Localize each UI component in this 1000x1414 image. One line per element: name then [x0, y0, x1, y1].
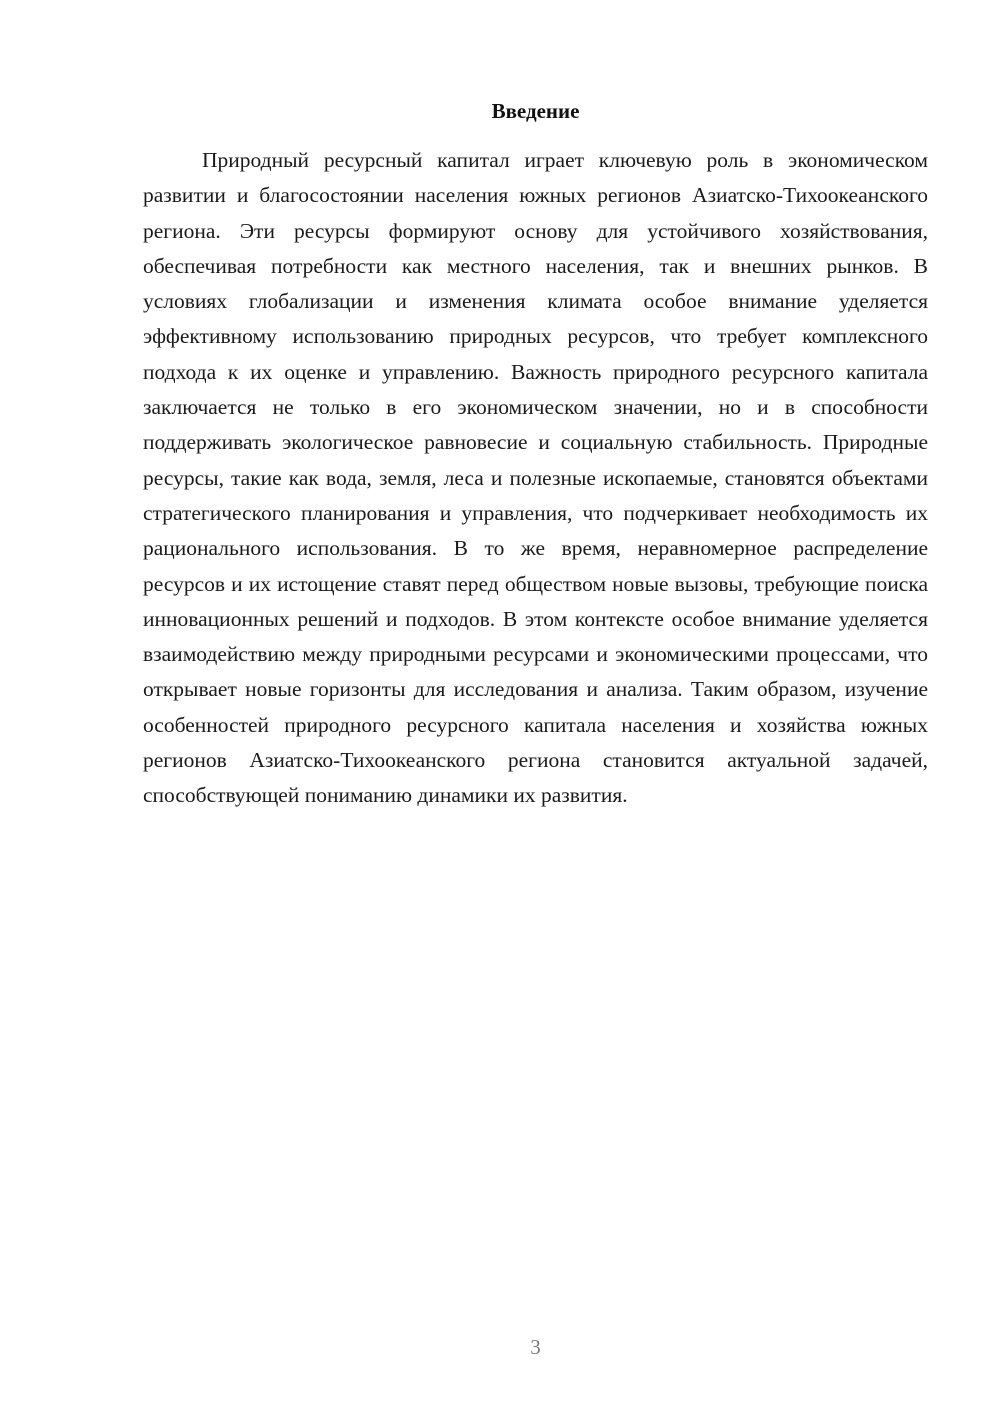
body-paragraph: Природный ресурсный капитал играет ключевую роль в экономическом развитии и благосостоянии населения южных регионов Азиатско-Тихоокеанского региона. Эти ресурсы формируют основу для устойчивого хозяйствования, обеспечивая потребности как местного населения, так и внешних рынков. В условиях глобализации и изменения климата особое внимание уделяется эффективному использованию природных ресурсов, что требует комплексного подхода к их оценке и управлению. Важность природного ресурсного капитала заключается не только в его экономическом значении, но и в способности поддерживать экологическое равновесие и социальную стабильность. Природные ресурсы, такие как вода, земля, леса и полезные ископаемые, становятся объектами стратегического планирования и управления, что подчеркивает необходимость их рационального использования. В то же время, неравномерное распределение ресурсов и их истощение ставят перед обществом новые вызовы, требующие поиска инновационных решений и подходов. В этом контексте особое внимание уделяется взаимодействию между природными ресурсами и экономическими процессами, что открывает новые горизонты для исследования и анализа. Таким образом, изучение особенностей природного ресурсного капитала населения и хозяйства южных регионов Азиатско-Тихоокеанского региона становится актуальной задачей, способствующей пониманию динамики их развития.: [143, 148, 928, 808]
page-number: 3: [530, 1335, 541, 1359]
section-heading: Введение: [491, 99, 580, 123]
